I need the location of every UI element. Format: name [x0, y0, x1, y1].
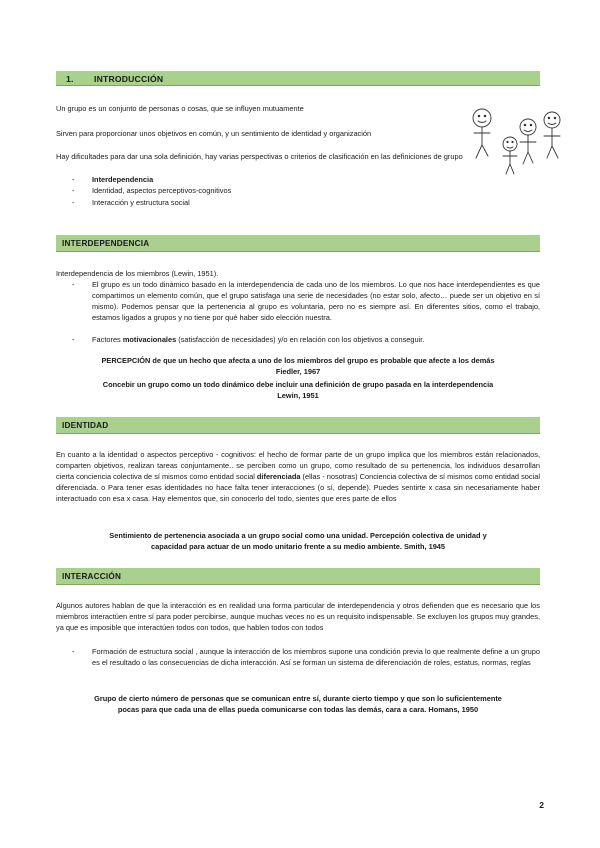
bullet-dash: - [72, 186, 75, 195]
page-number: 2 [539, 800, 544, 810]
bullet-text-post: (satisfacción de necesidades) y/o en relación con los objetivos a conseguir. [176, 335, 425, 344]
interdependencia-lead: Interdependencia de los miembros (Lewin, 1951). [56, 269, 219, 278]
identidad-paragraph [56, 449, 540, 504]
identidad-text-bold: diferenciada [256, 472, 301, 481]
identidad-text-post: (ellas - nosotras) Conciencia colectiva de sí mismos como entidad social diferenciada. o Para tener esas identidades no hace falta tener interacciones (o sí, depende). Puedes sentirte x casa sin necesariamente haber interactuado con esa x casa. Hay elementos que, sin conocerlo del todo, sientes que eres parte de ellos [56, 472, 540, 503]
bullet-dash: - [72, 647, 75, 656]
bullet-text: Interdependencia [92, 175, 154, 184]
section-header-interdependencia: INTERDEPENDENCIA [56, 235, 540, 252]
quote-text: Concebir un grupo como un todo dinámico debe incluir una definición de grupo pasada en la interdependencia [102, 380, 494, 389]
stick-figure-icon [544, 112, 560, 158]
intro-paragraph-2: Sirven para proporcionar unos objetivos en común, y un sentimiento de identidad y organización [56, 129, 372, 138]
bullet-text: Formación de estructura social , aunque la interacción de los miembros supone una condición previa lo que realmente define a un grupo es el resultado o las consecuencias de dicha interacción. Así se forman un sistema de diferenciación de roles, estatus, normas, reglas [92, 647, 540, 667]
quote-text: capacidad para actuar de un modo unitario frente a su medio ambiente. Smith, 1945 [150, 542, 446, 551]
bullet-text [92, 334, 544, 345]
bullet-dash: - [72, 198, 75, 207]
bullet-dash: - [72, 280, 75, 289]
stick-figure-icon [503, 137, 517, 174]
section-header-introduccion [56, 71, 540, 86]
intro-paragraph-1: Un grupo es un conjunto de personas o cosas, que se influyen mutuamente [56, 104, 304, 113]
bullet-text: Interacción y estructura social [92, 198, 190, 207]
section-header-identidad: IDENTIDAD [56, 417, 540, 434]
quote-lewin [56, 379, 540, 401]
bullet-text-bold: motivacionales [122, 335, 177, 344]
quote-attribution: Fiedler, 1967 [275, 367, 321, 376]
quote-text: Sentimiento de pertenencia asociada a un grupo social como una unidad. Percepción colectiva de unidad y [109, 531, 487, 540]
quote-homans [56, 693, 540, 715]
bullet-dash: - [72, 335, 75, 344]
bullet-text: Identidad, aspectos perceptivos-cognitivos [92, 186, 232, 195]
interaccion-paragraph: Algunos autores hablan de que la interacción es en realidad una forma particular de interdependencia y otros defienden que es necesario que los miembros interactúen entre sí para poder percibirse, aunque muchas veces no es un requisito indispensable. Se excluyen los grupos muy grandes, ya que es imposible que interactúen todos con todos, que hablen todos con todos [56, 601, 540, 632]
intro-paragraph-3: Hay dificultades para dar una sola definición, hay varias perspectivas o criterios de clasificación en las definiciones de grupo [56, 152, 463, 161]
identidad-text-pre: En cuanto a la identidad o aspectos perceptivo - cognitivos: el hecho de formar parte de un grupo implica que los miembros están relacionados, comparten objetivos, realizan tareas conjuntamente.. se perciben como un grupo, como resultado de su pertenencia, los individuos desarrollan cierta conciencia colectiva de sí mismos como entidad social [56, 450, 540, 481]
quote-text: PERCEPCIÓN de que un hecho que afecta a uno de los miembros del grupo es probable que afecte a los demás [101, 356, 495, 365]
bullet-dash: - [72, 175, 75, 184]
stick-figure-icon [473, 109, 491, 158]
quote-attribution: Lewin, 1951 [277, 391, 319, 400]
bullet-text-pre: Factores [92, 335, 123, 344]
stick-figure-icon [520, 119, 536, 164]
quote-text: Grupo de cierto número de personas que se comunican entre sí, durante cierto tiempo y que son lo suficientemente [94, 694, 502, 703]
quote-text: pocas para que cada una de ellas pueda comunicarse con todas las demás, cara a cara. Homans, 1950 [117, 705, 479, 714]
section-header-interaccion: INTERACCIÓN [56, 568, 540, 585]
bullet-text: El grupo es un todo dinámico basado en la interdependencia de cada uno de los miembros. Lo que nos hace interdependientes es que compartimos un elemento común, que el grupo satisfaga una serie de necesidades (no estar solo, afecto… puede ser un objetivo en sí mismo). Podemos pensar que la pertenencia al grupo es voluntaria, pero no es siempre así. En diferentes sitios, como el trabajo, estamos ligados a grupos y no tiene por qué haber sido elección nuestra. [92, 280, 540, 322]
quote-fiedler [56, 355, 540, 377]
quote-smith [56, 530, 540, 552]
stick-figures-illustration [464, 100, 574, 180]
section-title: INTRODUCCIÓN [94, 74, 164, 84]
section-number: 1. [66, 74, 74, 84]
